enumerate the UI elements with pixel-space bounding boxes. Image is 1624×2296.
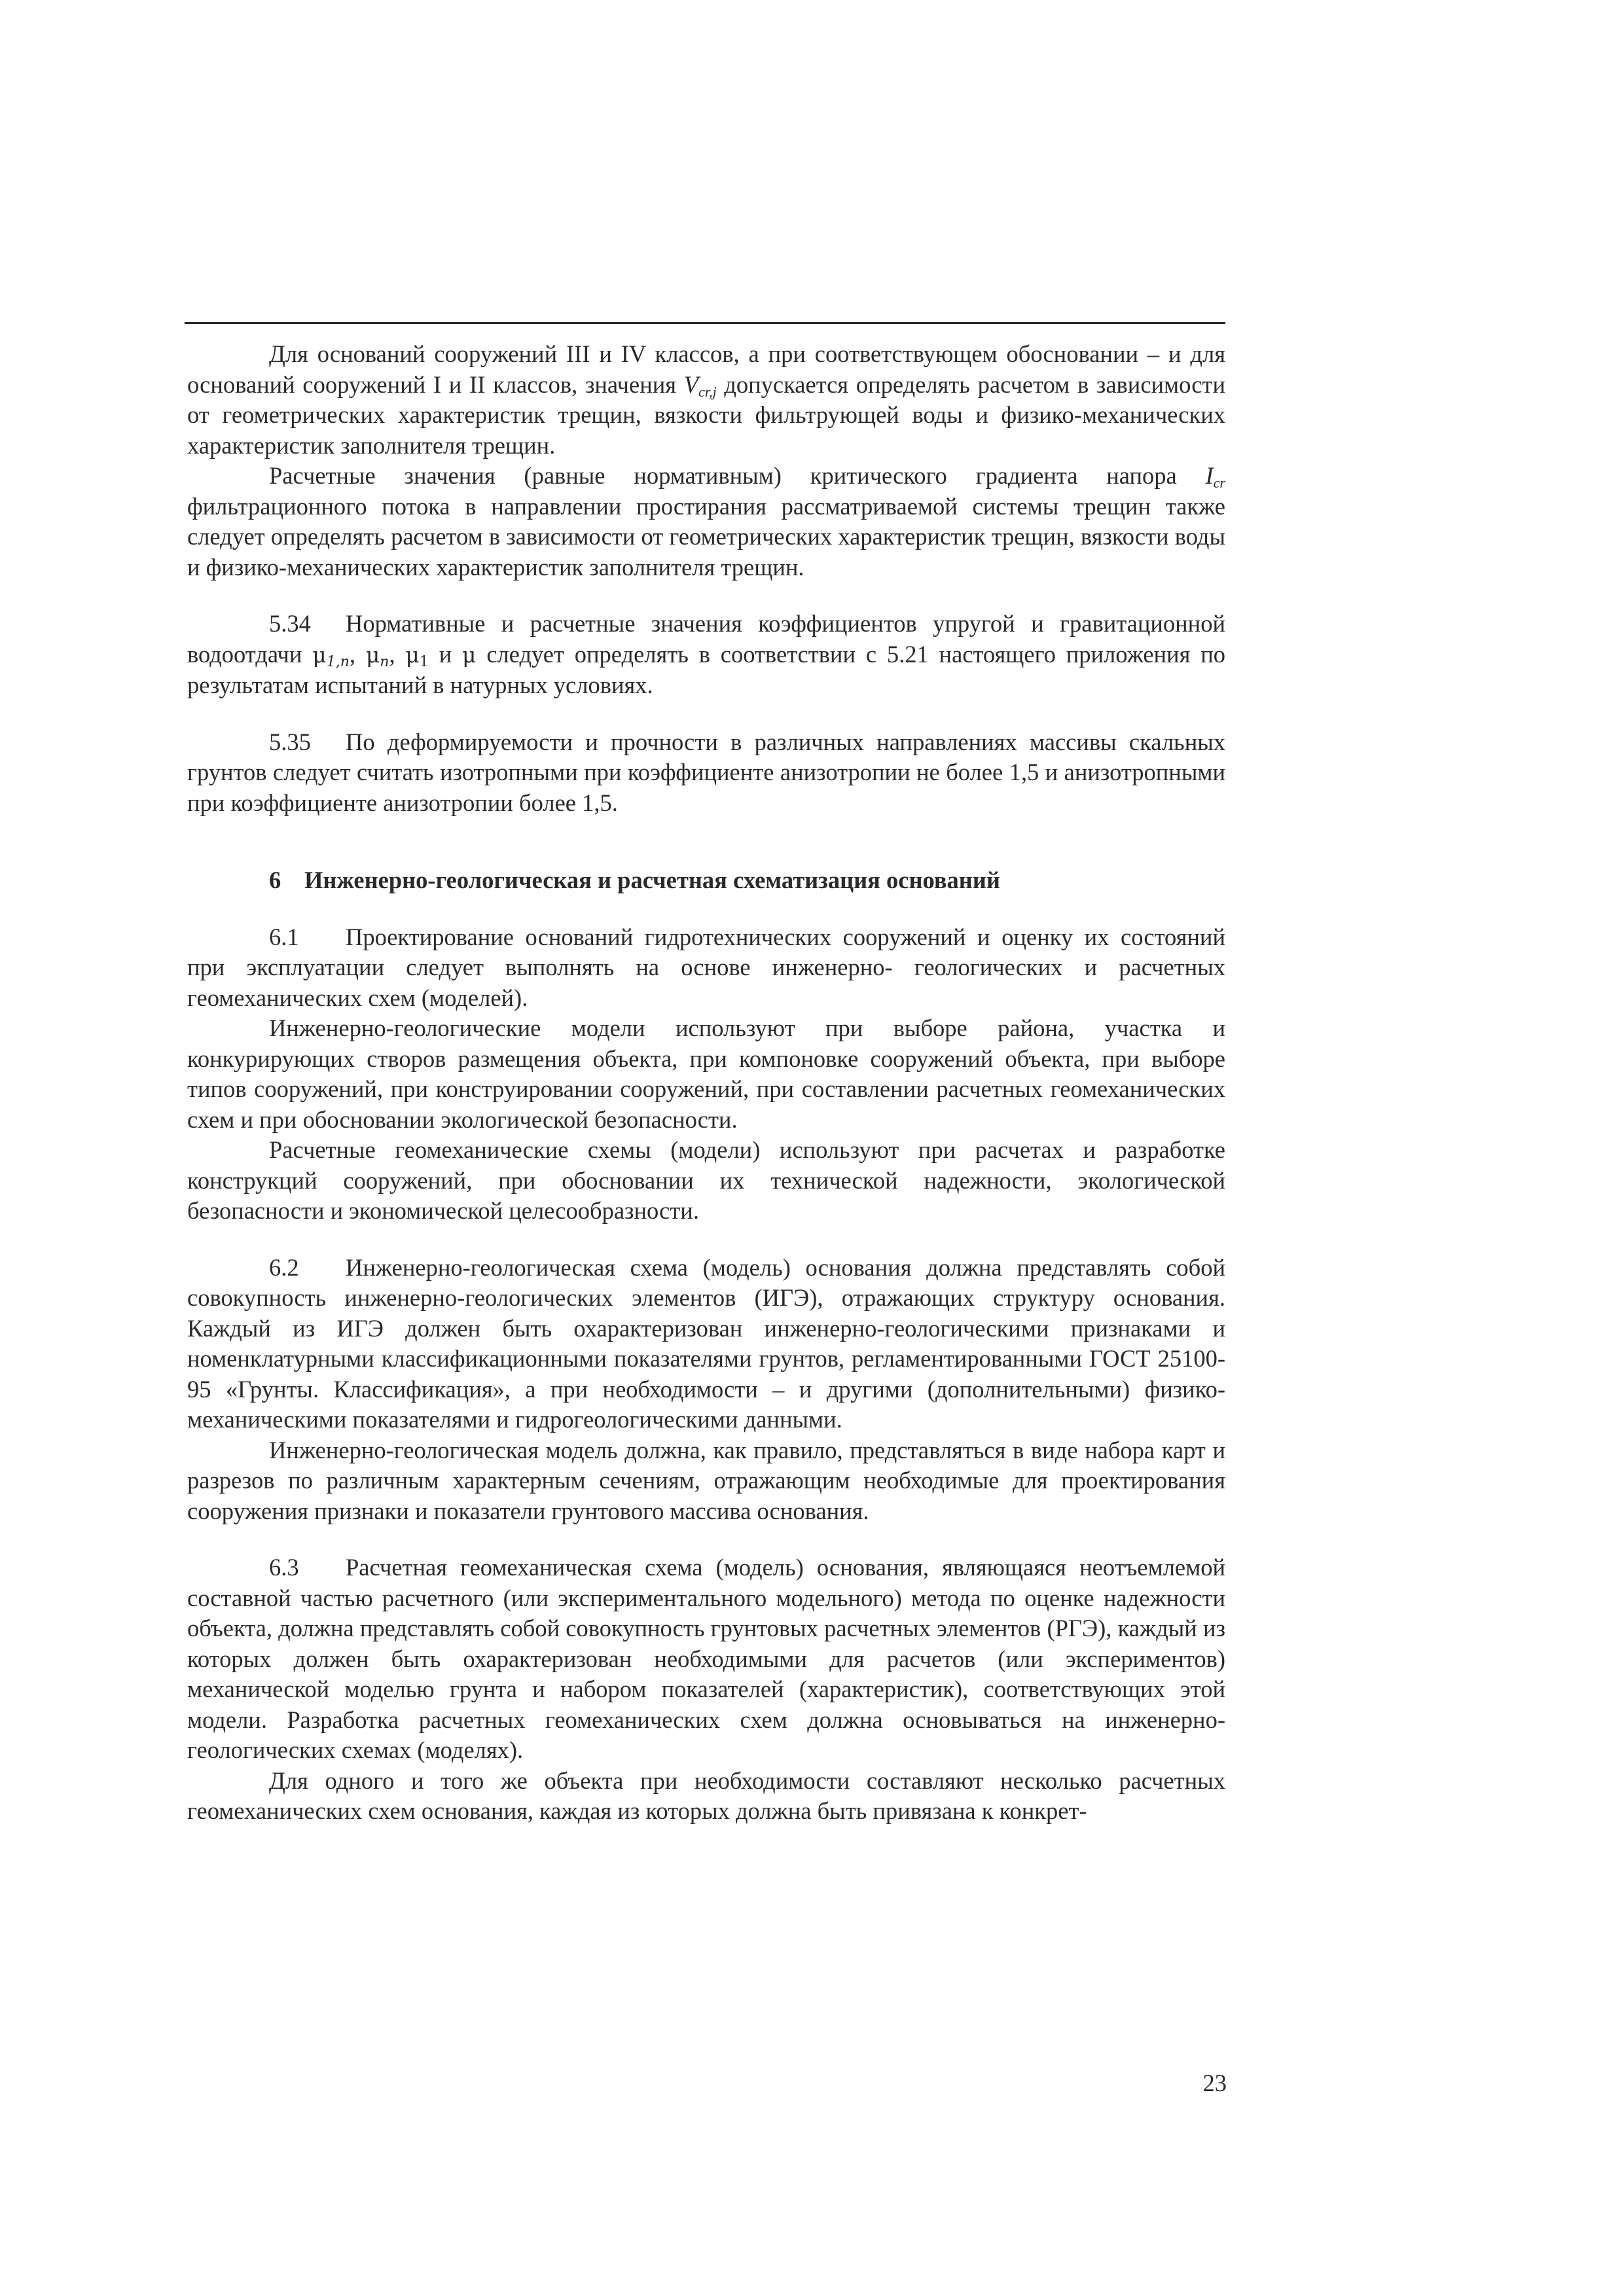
- page-number: 23: [1202, 2070, 1227, 2096]
- clause-number: 6.2: [269, 1253, 299, 1281]
- clause-number: 5.34: [269, 610, 311, 637]
- clause-6-3-paragraph-2: Для одного и того же объекта при необходимости составляют несколько расчетных геомеханических схем основания, каждая из которых должна быть привязана к конкрет-: [187, 1767, 1225, 1824]
- paragraph-icr: Расчетные значения (равные нормативным) критического градиента напора $I_{cr}$ фильтрационного потока в направлении простирания рассматриваемой системы трещин также следует определять расчетом в зависимости от геометрических характеристик трещин, вязкости воды и физико-механических характеристик заполнителя трещин.: [187, 462, 1225, 581]
- paragraph-vcrj: Для оснований сооружений III и IV классов, а при соответствующем обосновании – и для оснований сооружений I и II классов, значения $V_{cr,j}$ допускается определять расчетом в зависимости от геометрических характеристик трещин, вязкости фильтрующей воды и физико-механических характеристик заполнителя трещин.: [187, 340, 1225, 459]
- clause-6-2: 6.2 Инженерно-геологическая схема (модель) основания должна представлять собой совокупность инженерно-геологических элементов (ИГЭ), отражающих структуру основания. Каждый из ИГЭ должен быть охарактеризован инженерно-геологическими признаками и номенклатурными классификационными показателями грунтов, регламентированными ГОСТ 25100-95 «Грунты. Классификация», а при необходимости – и другими (дополнительными) физико-механическими показателями и гидрогеологическими данными.: [187, 1253, 1225, 1433]
- section-title: Инженерно-геологическая и расчетная схематизация оснований: [304, 867, 1000, 893]
- symbol-i: $I_{cr}$: [1205, 462, 1225, 491]
- clause-6-2-paragraph-2: Инженерно-геологическая модель должна, как правило, представляться в виде набора карт и разрезов по различным характерным сечениям, отражающим необходимые для проектирования сооружения признаки и показатели грунтового массива основания.: [187, 1436, 1225, 1524]
- clause-6-1-paragraph-3: Расчетные геомеханические схемы (модели) используют при расчетах и разработке конструкций сооружений, при обосновании их технической надежности, экологической безопасности и экономической целесообразности.: [187, 1136, 1225, 1224]
- symbol-mu: μ: [462, 641, 477, 668]
- section-heading: [187, 865, 1225, 896]
- section-number: 6: [269, 867, 281, 893]
- clause-number: 6.3: [269, 1554, 299, 1581]
- symbol-v: $V_{cr,j}$: [683, 370, 717, 400]
- page-body: [187, 339, 1225, 1827]
- clause-5-35: 5.35 По деформируемости и прочности в различных направлениях массивы скальных грунтов следует считать изотропными при коэффициенте анизотропии не более 1,5 и анизотропными при коэффициенте анизотропии более 1,5.: [187, 728, 1225, 816]
- clause-6-1-paragraph-2: Инженерно-геологические модели используют при выборе района, участка и конкурирующих створов размещения объекта, при компоновке сооружений объекта, при выборе типов сооружений, при конструировании сооружений, при составлении расчетных геомеханических схем и при обосновании экологической безопасности.: [187, 1014, 1225, 1133]
- symbol-mu-1n: $\mu_{1,n}$: [312, 641, 350, 670]
- header-rule: [185, 322, 1225, 324]
- symbol-mu-1: $\mu_1$: [405, 641, 429, 670]
- symbol-mu-n: $\mu_n$: [365, 641, 389, 670]
- clause-5-34: 5.34 Нормативные и расчетные значения коэффициентов упругой и гравитационной водоотдачи $\mu_{1,n}$, $\mu_n$, $\mu_1$ и μ следует определять в соответствии с 5.21 настоящего приложения по результатам испытаний в натурных условиях.: [187, 610, 1225, 698]
- clause-6-3: 6.3 Расчетная геомеханическая схема (модель) основания, являющаяся неотъемлемой составной частью расчетного (или экспериментального модельного) метода по оценке надежности объекта, должна представлять собой совокупность грунтовых расчетных элементов (РГЭ), каждый из которых должен быть охарактеризован необходимыми для расчетов (или экспериментов) механической моделью грунта и набором показателей (характеристик), соответствующих этой модели. Разработка расчетных геомеханических схем должна основываться на инженерно-геологических схемах (моделях).: [187, 1554, 1225, 1763]
- clause-6-1: 6.1 Проектирование оснований гидротехнических сооружений и оценку их состояний при эксплуатации следует выполнять на основе инженерно- геологических и расчетных геомеханических схем (моделей).: [187, 923, 1225, 1011]
- clause-number: 6.1: [269, 923, 299, 950]
- clause-number: 5.35: [269, 728, 311, 755]
